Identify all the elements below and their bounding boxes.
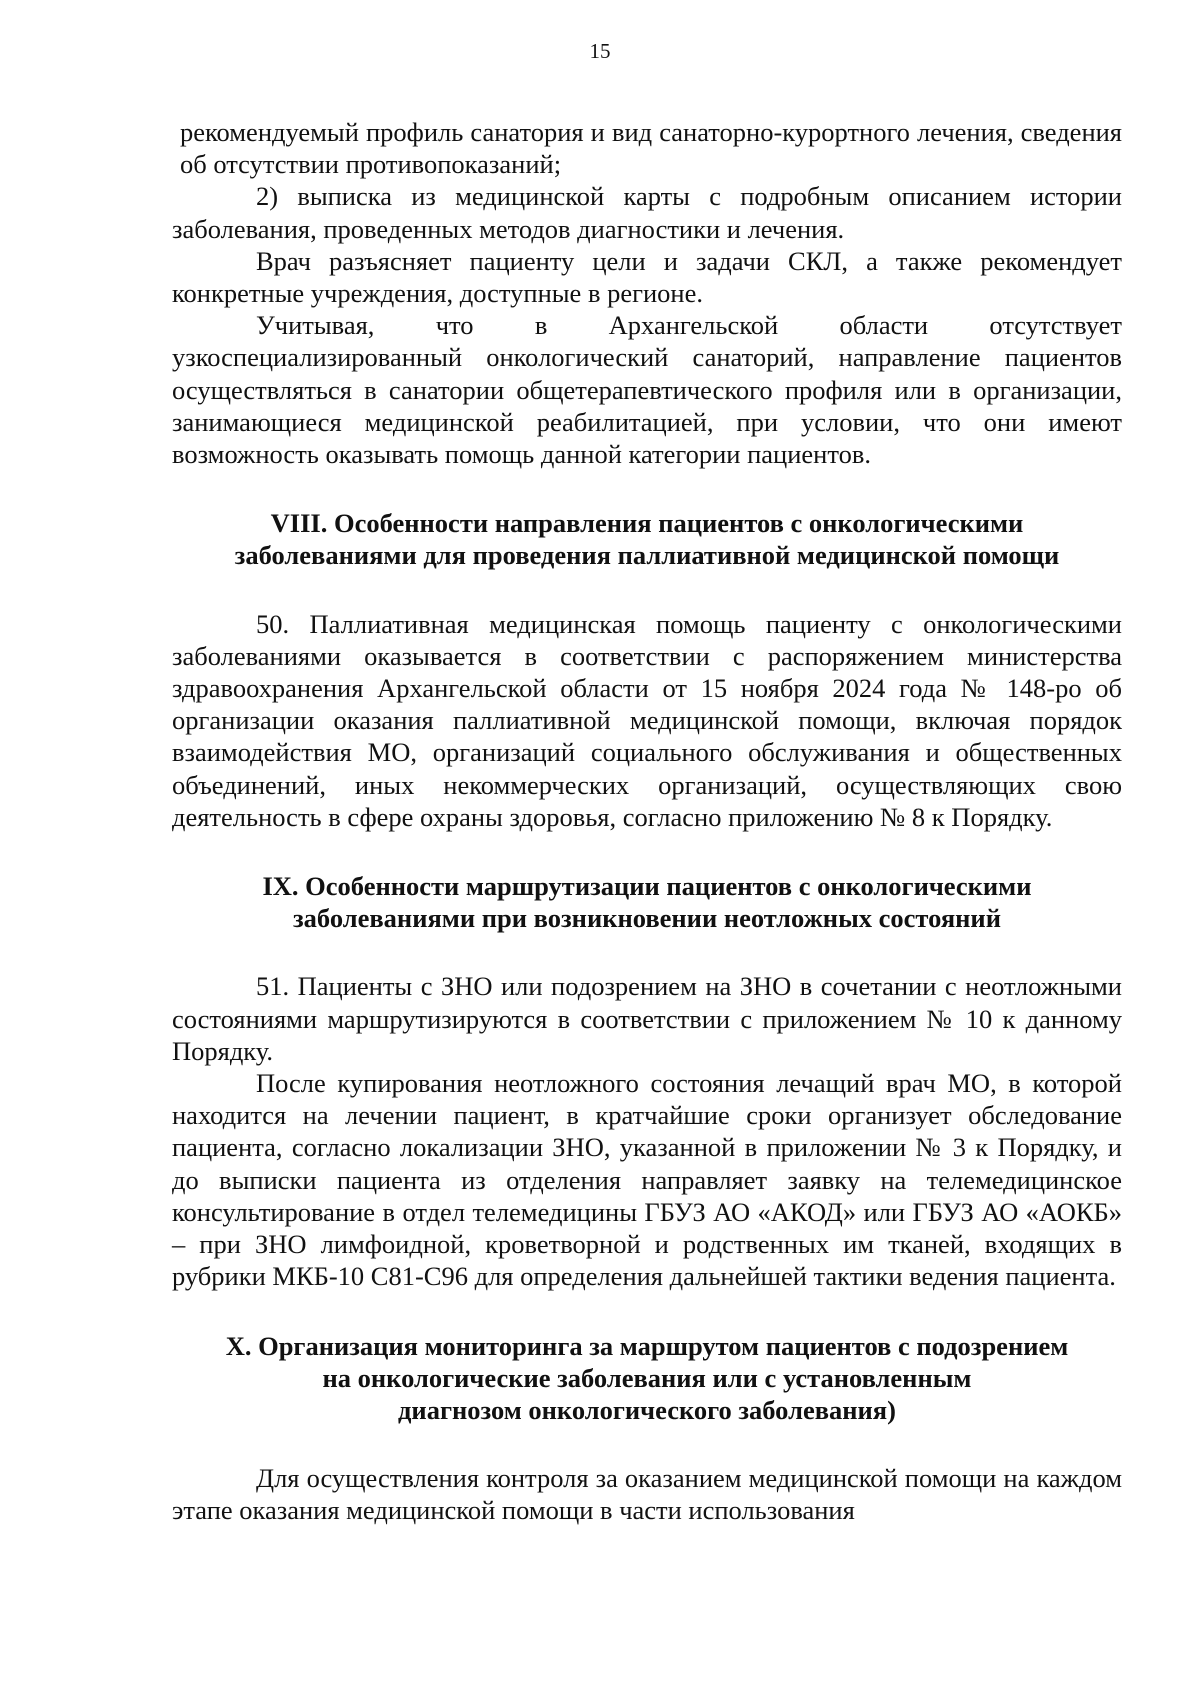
paragraph-doctor-explains: Врач разъясняет пациенту цели и задачи СКЛ, а также рекомендует конкретные учреждения, доступные в регионе.	[172, 245, 1122, 309]
section-8-heading-line: VIII. Особенности направления пациентов с онкологическими	[270, 508, 1024, 539]
section-10-heading-line: X. Организация мониторинга за маршрутом пациентов с подозрением	[225, 1330, 1069, 1361]
paragraph-51: 51. Пациенты с ЗНО или подозрением на ЗНО в сочетании с неотложными состояниями маршрутизируются в соответствии с приложением № 10 к данному Порядку.	[172, 971, 1122, 1066]
paragraph-monitoring: Для осуществления контроля за оказанием медицинской помощи на каждом этапе оказания медицинской помощи в части использования	[172, 1463, 1122, 1526]
paragraph-50: 50. Паллиативная медицинская помощь пациенту с онкологическими заболеваниями оказывается в соответствии с распоряжением министерства здравоохранения Архангельской области от 15 ноября 2024 года № 148-ро об организации оказания паллиативной медицинской помощи, включая порядок взаимодействия МО, организаций социального обслуживания и общественных объединений, иных некоммерческих организаций, осуществляющих свою деятельность в сфере охраны здоровья, согласно приложению № 8 к Порядку.	[172, 608, 1122, 832]
section-9-heading-line: IX. Особенности маршрутизации пациентов с онкологическими	[262, 871, 1032, 902]
page-number: 15	[589, 39, 611, 63]
section-10-heading	[172, 1330, 1122, 1427]
continued-paragraph: рекомендуемый профиль санатория и вид санаторно-курортного лечения, сведения об отсутствии противопоказаний;	[180, 117, 1122, 180]
document-body	[172, 116, 1122, 1527]
section-10-heading-line: на онкологические заболевания или с установленным	[322, 1362, 972, 1393]
paragraph-arkhangelsk-sanatorium: Учитывая, что в Архангельской области отсутствует узкоспециализированный онкологический санаторий, направление пациентов осуществляться в санатории общетерапевтического профиля или в организации, занимающиеся медицинской реабилитацией, при условии, что они имеют возможность оказывать помощь данной категории пациентов.	[172, 310, 1122, 470]
section-8-heading-line: заболеваниями для проведения паллиативной медицинской помощи	[234, 540, 1060, 571]
section-8-heading	[172, 507, 1122, 571]
section-10-heading-line: диагнозом онкологического заболевания)	[398, 1394, 896, 1425]
section-9-heading	[172, 870, 1122, 934]
section-9-heading-line: заболеваниями при возникновении неотложных состояний	[293, 903, 1001, 934]
paragraph-after-emergency: После купирования неотложного состояния лечащий врач МО, в которой находится на лечении пациент, в кратчайшие сроки организует обследование пациента, согласно локализации ЗНО, указанной в приложении № 3 к Порядку, и до выписки пациента из отделения направляет заявку на телемедицинское консультирование в отдел телемедицины ГБУЗ АО «АКОД» или ГБУЗ АО «АОКБ» – при ЗНО лимфоидной, кроветворной и родственных им тканей, входящих в рубрики МКБ-10 С81-С96 для определения дальнейшей тактики ведения пациента.	[172, 1068, 1122, 1292]
paragraph-discharge-summary: 2) выписка из медицинской карты с подробным описанием истории заболевания, проведенных методов диагностики и лечения.	[172, 181, 1122, 244]
